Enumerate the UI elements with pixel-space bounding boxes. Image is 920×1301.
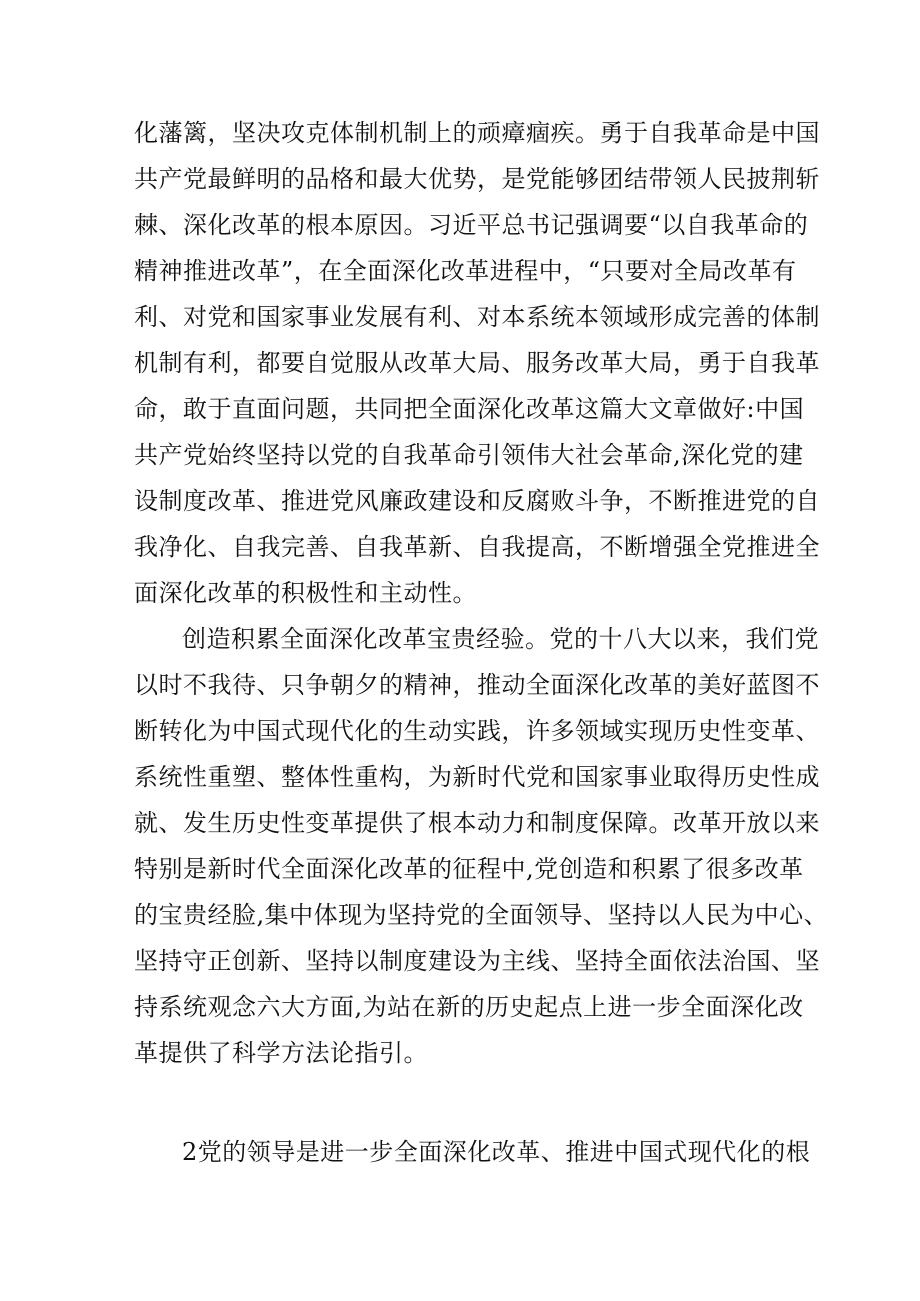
text-line: 革提供了科学方法论指引。	[134, 1039, 428, 1067]
text-line: 系统性重塑、整体性重构，为新时代党和国家事业取得历史性成	[134, 763, 820, 791]
text-line: 以时不我待、只争朝夕的精神，推动全面深化改革的美好蓝图不	[134, 671, 820, 699]
text-line: 利、对党和国家事业发展有利、对本系统本领域形成完善的体制	[134, 303, 820, 331]
text-line: 共产党始终坚持以党的自我革命引领伟大社会革命,深化党的建	[134, 441, 804, 469]
text-line: 化藩篱，坚决攻克体制机制上的顽瘴痼疾。勇于自我革命是中国	[134, 119, 820, 147]
text-line: 精神推进改革”，在全面深化改革进程中，“只要对全局改革有	[134, 257, 797, 285]
text-line: 命，敢于直面问题，共同把全面深化改革这篇大文章做好:中国	[134, 395, 805, 423]
text-line: 机制有利，都要自觉服从改革大局、服务改革大局，勇于自我革	[134, 349, 820, 377]
text-line: 设制度改革、推进党风廉政建设和反腐败斗争，不断推进党的自	[134, 487, 820, 515]
text-line: 就、发生历史性变革提供了根本动力和制度保障。改革开放以来	[134, 809, 820, 837]
text-line: 特别是新时代全面深化改革的征程中,党创造和积累了很多改革	[134, 855, 804, 883]
text-line: 持系统观念六大方面,为站在新的历史起点上进一步全面深化改	[134, 993, 804, 1021]
text-line: 2党的领导是进一步全面深化改革、推进中国式现代化的根	[182, 1138, 811, 1166]
text-line: 断转化为中国式现代化的生动实践，许多领域实现历史性变革、	[134, 717, 820, 745]
text-line: 坚持守正创新、坚持以制度建设为主线、坚持全面依法治国、坚	[134, 947, 820, 975]
text-line: 创造积累全面深化改革宝贵经验。党的十八大以来，我们党	[182, 625, 819, 653]
text-line: 面深化改革的积极性和主动性。	[134, 579, 477, 607]
text-line: 棘、深化改革的根本原因。习近平总书记强调要“以自我革命的	[134, 211, 809, 239]
text-line: 的宝贵经脸,集中体现为坚持党的全面领导、坚持以人民为中心、	[134, 901, 829, 929]
text-line: 我净化、自我完善、自我革新、自我提高，不断增强全党推进全	[134, 533, 820, 561]
text-line: 共产党最鲜明的品格和最大优势，是党能够团结带领人民披荆斩	[134, 165, 820, 193]
